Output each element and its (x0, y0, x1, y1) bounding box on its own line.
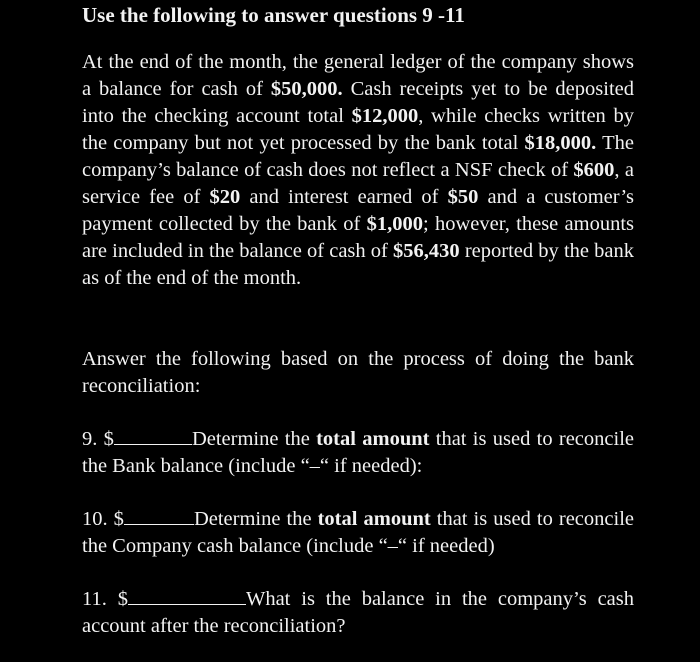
answer-blank-9[interactable] (114, 426, 192, 445)
service-fee-amount: $20 (209, 186, 241, 208)
answer-blank-10[interactable] (124, 506, 194, 525)
ledger-cash-balance: $50,000. (270, 78, 343, 100)
question-number: 9. $ (82, 428, 114, 450)
section-heading: Use the following to answer questions 9 -11 (82, 3, 465, 27)
question-10 (82, 506, 634, 560)
question-number: 11. $ (82, 588, 128, 610)
deposits-in-transit: $12,000 (351, 105, 419, 127)
question-9 (82, 426, 634, 480)
question-11 (82, 586, 634, 640)
intro-text: At the end of the month, the general ledger of the company shows a balance for cash of (82, 51, 634, 100)
intro-text: and a customer’s payment collected by the bank of (82, 186, 635, 235)
intro-text: , a service fee of (82, 159, 634, 208)
question-number: 10. $ (82, 508, 124, 530)
intro-text: and interest earned of (240, 186, 448, 208)
question-text: that is used to reconcile the Company cash balance (include “–“ if needed) (82, 508, 634, 557)
intro-text: ; however, these amounts are included in the balance of cash of (82, 213, 635, 262)
question-text: Determine the (191, 428, 317, 450)
intro-text: Cash receipts yet to be deposited into the checking account total (82, 78, 634, 127)
intro-text: The company’s balance of cash does not reflect a NSF check of (82, 132, 634, 181)
question-emphasis: total amount (316, 428, 430, 450)
customer-payment-amount: $1,000 (366, 213, 424, 235)
question-emphasis: total amount (317, 508, 431, 530)
nsf-check-amount: $600 (573, 159, 615, 181)
question-text: What is the balance in the company’s cash account after the reconciliation? (82, 588, 634, 637)
outstanding-checks: $18,000. (524, 132, 597, 154)
bank-cash-balance: $56,430 (393, 240, 460, 262)
instructions-paragraph: Answer the following based on the process of doing the bank reconciliation: (82, 348, 634, 397)
intro-text: , while checks written by the company but not yet processed by the bank total (82, 105, 634, 154)
scenario-paragraph (82, 49, 634, 292)
question-text: that is used to reconcile the Bank balance (include “–“ if needed): (82, 428, 634, 477)
answer-blank-11[interactable] (128, 586, 246, 605)
interest-earned-amount: $50 (447, 186, 479, 208)
intro-text: reported by the bank as of the end of the month. (82, 240, 634, 289)
question-text: Determine the (193, 508, 318, 530)
